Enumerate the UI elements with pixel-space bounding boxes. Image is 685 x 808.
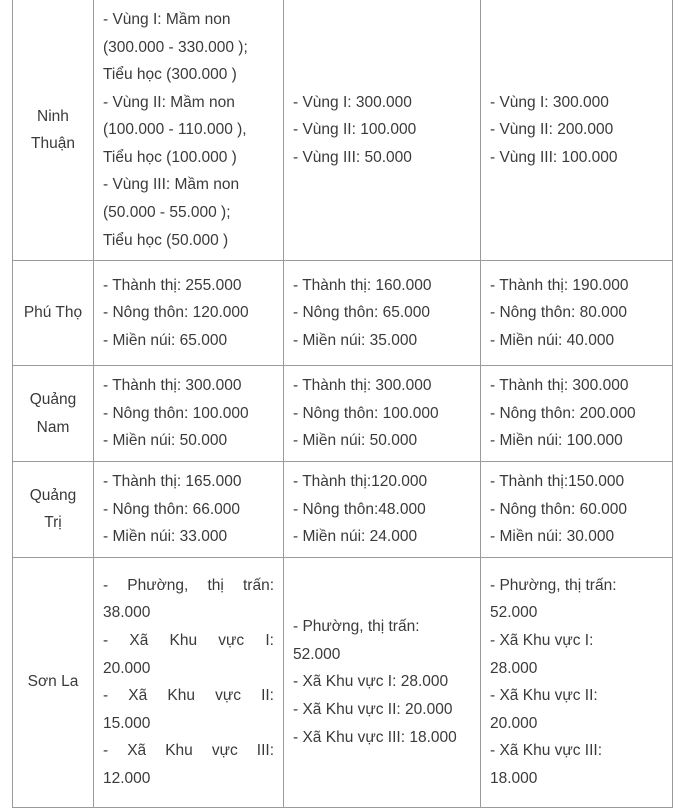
fee-line: - Xã Khu vực I: — [103, 632, 274, 650]
fee-line: - Nông thôn: 66.000 — [103, 500, 241, 518]
province-name-cell — [13, 0, 94, 261]
fee-line: - Miền núi: 24.000 — [293, 528, 418, 546]
fee-line: - Nông thôn: 200.000 — [490, 404, 636, 422]
table-row — [13, 261, 673, 366]
fee-line: - Thành thị: 160.000 — [293, 276, 432, 294]
fee-line: - Miền núi: 33.000 — [103, 528, 228, 546]
fee-detail-cell-column-4 — [481, 366, 673, 462]
table-row — [13, 0, 673, 261]
fee-line: (300.000 - 330.000 ); — [103, 38, 248, 56]
fee-line: - Nông thôn:48.000 — [293, 500, 426, 518]
fee-line: - Thành thị:120.000 — [293, 472, 428, 490]
fee-line: - Thành thị: 300.000 — [490, 377, 629, 395]
table-row — [13, 366, 673, 462]
fee-detail-cell-column-3 — [284, 461, 481, 557]
fee-line: - Vùng II: Mầm non — [103, 93, 235, 111]
fee-line: - Xã Khu vực III: — [490, 742, 603, 760]
fee-line: - Thành thị: 255.000 — [103, 276, 242, 294]
fee-detail-cell-column-3 — [284, 366, 481, 462]
fee-line: - Thành thị: 190.000 — [490, 276, 629, 294]
fee-line: (100.000 - 110.000 ), — [103, 121, 247, 139]
fee-line: 15.000 — [103, 714, 151, 732]
fee-line: Tiểu học (300.000 ) — [103, 66, 237, 84]
province-label: Phú Thọ — [23, 304, 83, 322]
province-name-cell — [13, 557, 94, 807]
fee-line: - Xã Khu vực III: — [103, 742, 274, 760]
table-row — [13, 557, 673, 807]
fee-line: - Miền núi: 50.000 — [103, 432, 228, 450]
fee-line: 52.000 — [293, 645, 341, 663]
fee-line: 52.000 — [490, 604, 538, 622]
fee-line: - Miền núi: 50.000 — [293, 432, 418, 450]
fee-line: - Vùng I: 300.000 — [490, 93, 609, 111]
province-name-cell — [13, 261, 94, 366]
fee-line: - Miền núi: 30.000 — [490, 528, 615, 546]
fee-line: - Nông thôn: 65.000 — [293, 304, 431, 322]
province-label: Quảng Nam — [29, 390, 77, 436]
fee-detail-cell-column-3 — [284, 261, 481, 366]
fee-detail-cell-column-4 — [481, 0, 673, 261]
fee-line: - Nông thôn: 120.000 — [103, 304, 249, 322]
fee-line: - Vùng I: Mầm non — [103, 11, 231, 28]
fee-line: 18.000 — [490, 769, 538, 787]
fee-detail-cell-column-4 — [481, 557, 673, 807]
province-label: Sơn La — [27, 673, 79, 691]
fee-line: - Phường, thị trấn: — [103, 576, 274, 594]
fee-line: - Xã Khu vực II: — [103, 687, 274, 705]
fee-detail-cell-column-2 — [94, 0, 284, 261]
fee-line: - Vùng II: 100.000 — [293, 121, 417, 139]
fee-line: Tiểu học (100.000 ) — [103, 148, 237, 166]
fee-detail-cell-column-2 — [94, 557, 284, 807]
fee-line: 20.000 — [490, 714, 538, 732]
fee-line: - Nông thôn: 100.000 — [293, 404, 439, 422]
table-row — [13, 461, 673, 557]
fee-line: - Miền núi: 100.000 — [490, 432, 623, 450]
fee-detail-cell-column-4 — [481, 461, 673, 557]
fee-detail-cell-column-4 — [481, 261, 673, 366]
fee-detail-cell-column-3 — [284, 557, 481, 807]
fee-line: - Xã Khu vực II: 20.000 — [293, 700, 453, 718]
table-body — [13, 0, 673, 807]
fee-line: - Phường, thị trấn: — [490, 576, 617, 594]
province-name-cell — [13, 366, 94, 462]
fee-line: - Xã Khu vực I: 28.000 — [293, 673, 449, 691]
fee-line: - Nông thôn: 100.000 — [103, 404, 249, 422]
fee-line: 28.000 — [490, 659, 538, 677]
fee-line: 20.000 — [103, 659, 151, 677]
fee-line: - Vùng II: 200.000 — [490, 121, 614, 139]
fee-line: - Vùng III: 100.000 — [490, 148, 618, 166]
fee-detail-cell-column-2 — [94, 461, 284, 557]
fee-line: - Miền núi: 40.000 — [490, 331, 615, 349]
fee-detail-cell-column-2 — [94, 366, 284, 462]
fee-detail-cell-column-2 — [94, 261, 284, 366]
fee-table-container — [12, 0, 672, 808]
fee-line: - Thành thị:150.000 — [490, 472, 625, 490]
province-label: Ninh Thuận — [31, 107, 75, 153]
fee-line: - Vùng I: 300.000 — [293, 93, 412, 111]
province-fee-table — [12, 0, 673, 808]
fee-line: - Xã Khu vực I: — [490, 632, 594, 650]
fee-line: - Miền núi: 65.000 — [103, 331, 228, 349]
fee-line: - Xã Khu vực II: — [490, 687, 598, 705]
fee-line: - Nông thôn: 80.000 — [490, 304, 628, 322]
fee-line: 12.000 — [103, 769, 151, 787]
fee-line: - Thành thị: 300.000 — [103, 377, 242, 395]
fee-line: - Thành thị: 300.000 — [293, 377, 432, 395]
fee-detail-cell-column-3 — [284, 0, 481, 261]
fee-line: - Phường, thị trấn: — [293, 618, 420, 636]
fee-line: - Thành thị: 165.000 — [103, 472, 242, 490]
fee-line: - Vùng III: Mầm non — [103, 176, 240, 194]
fee-line: 38.000 — [103, 604, 151, 622]
province-name-cell — [13, 461, 94, 557]
fee-line: - Vùng III: 50.000 — [293, 148, 412, 166]
fee-line: - Miền núi: 35.000 — [293, 331, 418, 349]
province-label: Quảng Trị — [29, 486, 77, 532]
fee-line: - Nông thôn: 60.000 — [490, 500, 628, 518]
fee-line: - Xã Khu vực III: 18.000 — [293, 728, 457, 746]
fee-line: Tiểu học (50.000 ) — [103, 231, 229, 249]
fee-line: (50.000 - 55.000 ); — [103, 204, 231, 222]
